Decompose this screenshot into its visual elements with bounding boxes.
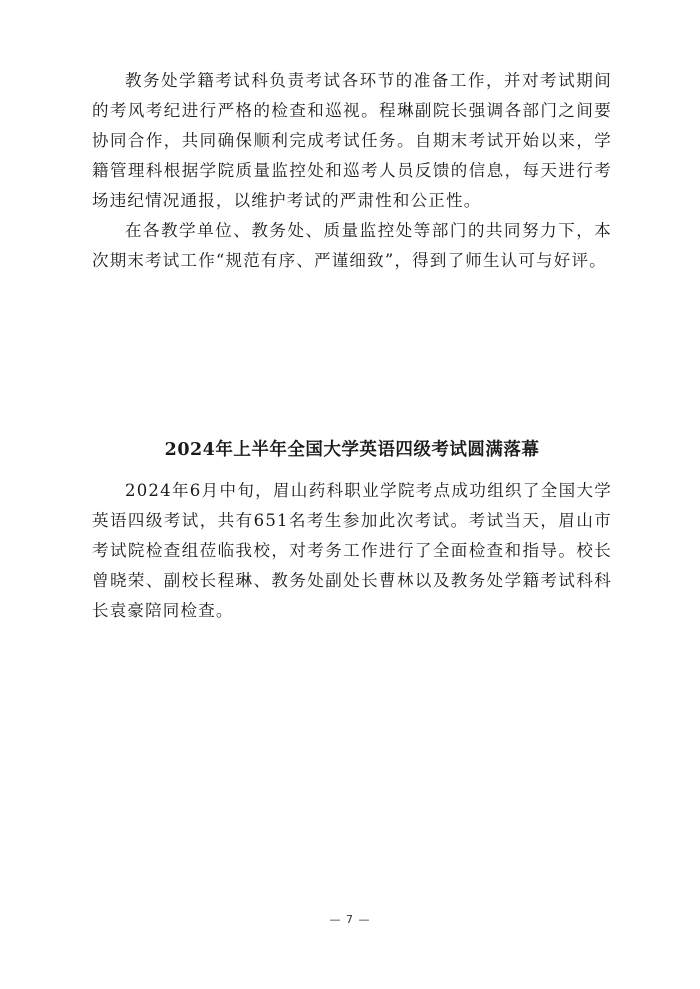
paragraph: 教务处学籍考试科负责考试各环节的准备工作，并对考试期间的考风考纪进行严格的检查和巡视。程琳副院长强调各部门之间要协同合作，共同确保顺利完成考试任务。自期末考试开始以来，学籍管理科根据学院质量监控处和巡考人员反馈的信息，每天进行考场违纪情况通报，以维护考试的严肃性和公正性。 [92,71,612,210]
page-number: — 7 — [329,913,371,926]
section-cet4 [92,436,612,626]
section-title: 2024年上半年全国大学英语四级考试圆满落幕 [164,440,540,460]
section-exam-work [92,66,612,276]
paragraph: 2024年6月中旬，眉山药科职业学院考点成功组织了全国大学英语四级考试，共有651名考生参加此次考试。考试当天，眉山市考试院检查组莅临我校，对考务工作进行了全面检查和指导。校长曾晓荣、副校长程琳、教务处副处长曹林以及教务处学籍考试科科长袁豪陪同检查。 [92,481,612,620]
paragraph: 在各教学单位、教务处、质量监控处等部门的共同努力下，本次期末考试工作“规范有序、严谨细致”，得到了师生认可与好评。 [92,221,612,270]
